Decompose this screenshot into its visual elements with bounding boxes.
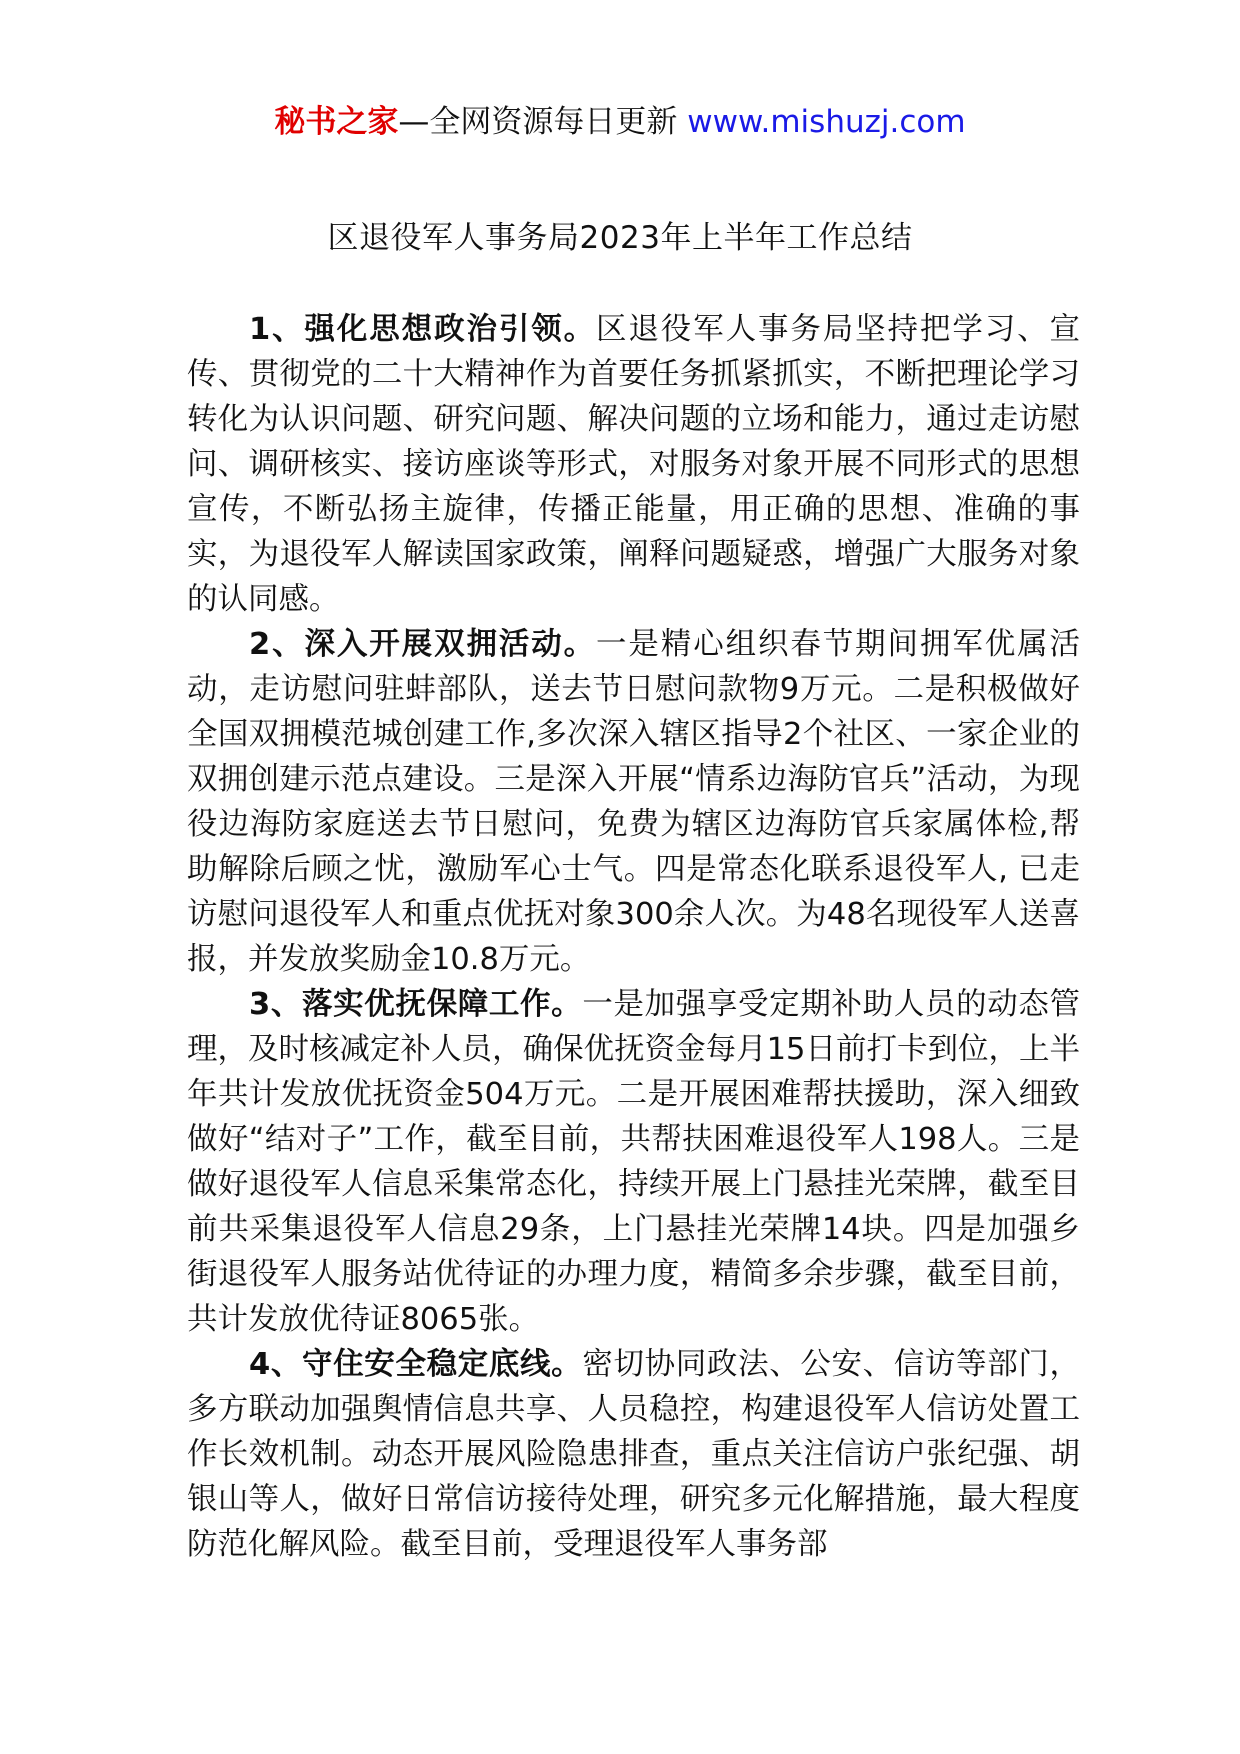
paragraph-1 [187,307,1080,622]
brand-name: 秘书之家 [274,104,399,140]
document-body [187,307,1080,1567]
paragraph-1-text: 区退役军人事务局坚持把学习、宣传、贯彻党的二十大精神作为首要任务抓紧抓实，不断把理论学习转化为认识问题、研究问题、解决问题的立场和能力，通过走访慰问、调研核实、接访座谈等形式，对服务对象开展不同形式的思想宣传，不断弘扬主旋律，传播正能量，用正确的思想、准确的事实，为退役军人解读国家政策，阐释问题疑惑，增强广大服务对象的认同感。 [187,312,1080,617]
paragraph-2 [187,622,1080,982]
paragraph-3-text: 一是加强享受定期补助人员的动态管理，及时核减定补人员，确保优抚资金每月15日前打卡到位，上半年共计发放优抚资金504万元。二是开展困难帮扶援助，深入细致做好“结对子”工作，截至目前，共帮扶困难退役军人198人。三是做好退役军人信息采集常态化，持续开展上门悬挂光荣牌，截至目前共采集退役军人信息29条，上门悬挂光荣牌14块。四是加强乡街退役军人服务站优待证的办理力度，精简多余步骤，截至目前，共计发放优待证8065张。 [187,987,1080,1337]
site-header [0,100,1240,144]
paragraph-4 [187,1342,1080,1567]
paragraph-4-heading: 4、守住安全稳定底线。 [249,1347,583,1382]
paragraph-2-text: 一是精心组织春节期间拥军优属活动，走访慰问驻蚌部队，送去节日慰问款物9万元。二是积极做好全国双拥模范城创建工作,多次深入辖区指导2个社区、一家企业的双拥创建示范点建设。三是深入开展“情系边海防官兵”活动，为现役边海防家庭送去节日慰问，免费为辖区边海防官兵家属体检,帮助解除后顾之忧，激励军心士气。四是常态化联系退役军人, 已走访慰问退役军人和重点优抚对象300余人次。为48名现役军人送喜报，并发放奖励金10.8万元。 [187,627,1080,977]
paragraph-2-heading: 2、深入开展双拥活动。 [249,627,597,662]
document-title: 区退役军人事务局2023年上半年工作总结 [327,220,913,256]
site-url-link[interactable]: www.mishuzj.com [687,104,966,140]
paragraph-4-text: 密切协同政法、公安、信访等部门，多方联动加强舆情信息共享、人员稳控，构建退役军人信访处置工作长效机制。动态开展风险隐患排查，重点关注信访户张纪强、胡银山等人，做好日常信访接待处理，研究多元化解措施，最大程度防范化解风险。截至目前，受理退役军人事务部 [187,1347,1080,1562]
paragraph-1-heading: 1、强化思想政治引领。 [249,312,597,347]
header-tagline: —全网资源每日更新 [398,104,688,140]
paragraph-3-heading: 3、落实优抚保障工作。 [249,987,583,1022]
paragraph-3 [187,982,1080,1342]
